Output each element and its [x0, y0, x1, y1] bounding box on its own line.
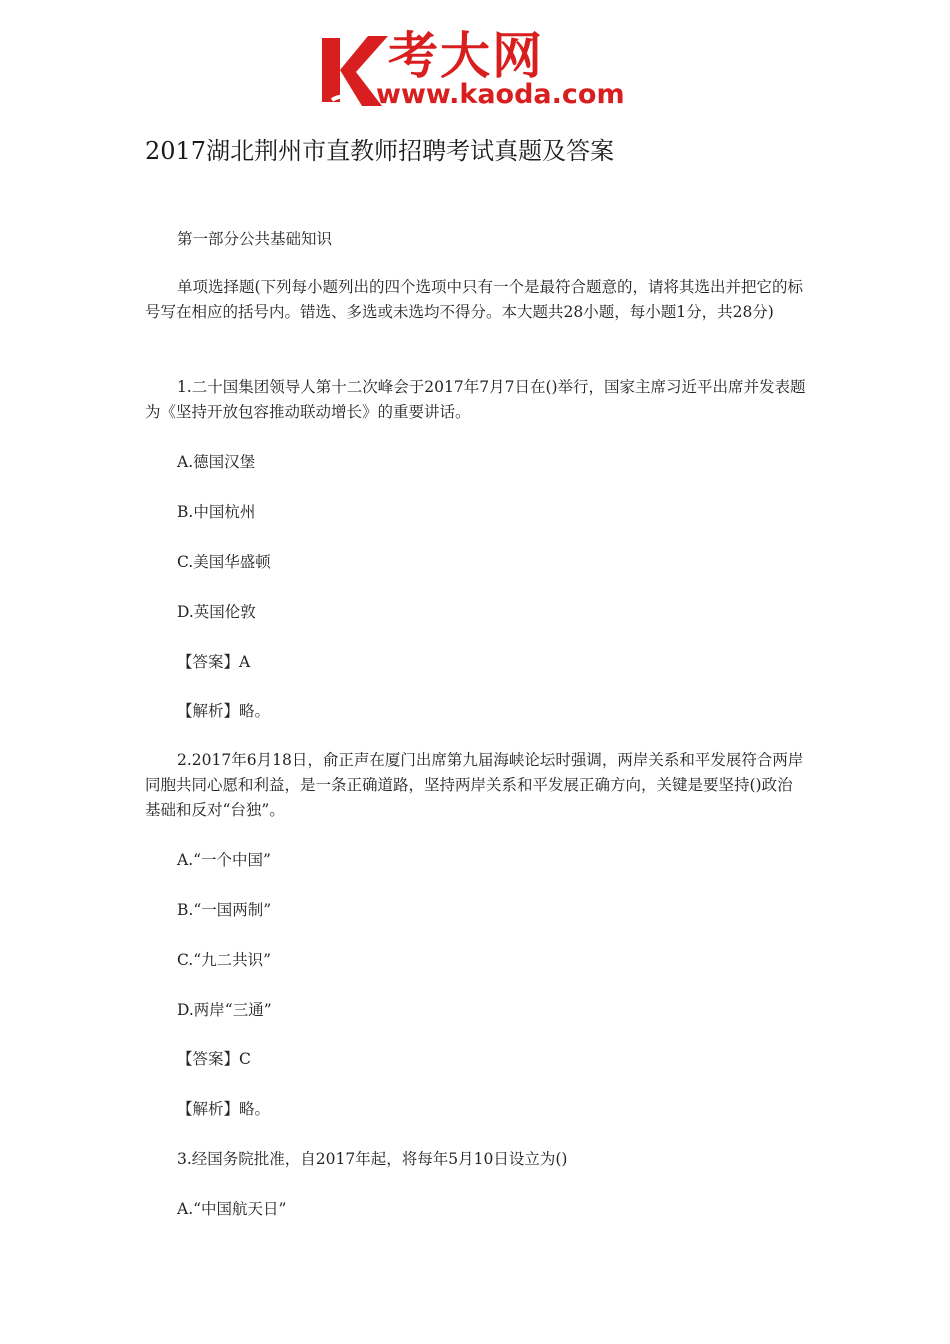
instructions-text: 单项选择题(下列每小题列出的四个选项中只有一个是最符合题意的，请将其选出并把它的标号写在相应的括号内。错选、多选或未选均不得分。本大题共28小题，每小题1分，共28分)	[145, 278, 804, 321]
document-title: 2017湖北荆州市直教师招聘考试真题及答案	[145, 137, 615, 165]
question-1-stem: 1.二十国集团领导人第十二次峰会于2017年7月7日在()举行，国家主席习近平出席并发表题为《坚持开放包容推动联动增长》的重要讲话。	[145, 378, 806, 421]
question-3-option-a: A.“中国航天日”	[177, 1200, 287, 1218]
question-1-option-a: A.德国汉堡	[177, 453, 256, 471]
section-heading: 第一部分公共基础知识	[177, 230, 333, 248]
question-1-option-b: B.中国杭州	[177, 503, 256, 521]
logo-brand-text: 考大网	[388, 27, 544, 85]
question-2-option-d: D.两岸“三通”	[177, 1001, 272, 1019]
question-1-option-d: D.英国伦敦	[177, 603, 256, 621]
question-2-answer: 【答案】C	[177, 1050, 251, 1068]
question-2-option-a: A.“一个中国”	[177, 851, 271, 869]
question-2-option-c: C.“九二共识”	[177, 951, 272, 969]
logo-url-text: www.kaoda.com	[376, 79, 625, 110]
question-1-option-c: C.美国华盛顿	[177, 553, 271, 571]
question-2-stem: 2.2017年6月18日，俞正声在厦门出席第九届海峡论坛时强调，两岸关系和平发展符合两岸同胞共同心愿和利益，是一条正确道路，坚持两岸关系和平发展正确方向，关键是要坚持()政治基础和反对“台独”。	[145, 751, 804, 819]
question-1-analysis: 【解析】略。	[177, 702, 271, 720]
question-2-analysis: 【解析】略。	[177, 1100, 271, 1118]
kaoda-logo	[318, 28, 648, 110]
question-3-stem: 3.经国务院批准，自2017年起，将每年5月10日设立为()	[177, 1150, 568, 1168]
question-1-answer: 【答案】A	[177, 653, 251, 671]
question-2-option-b: B.“一国两制”	[177, 901, 272, 919]
